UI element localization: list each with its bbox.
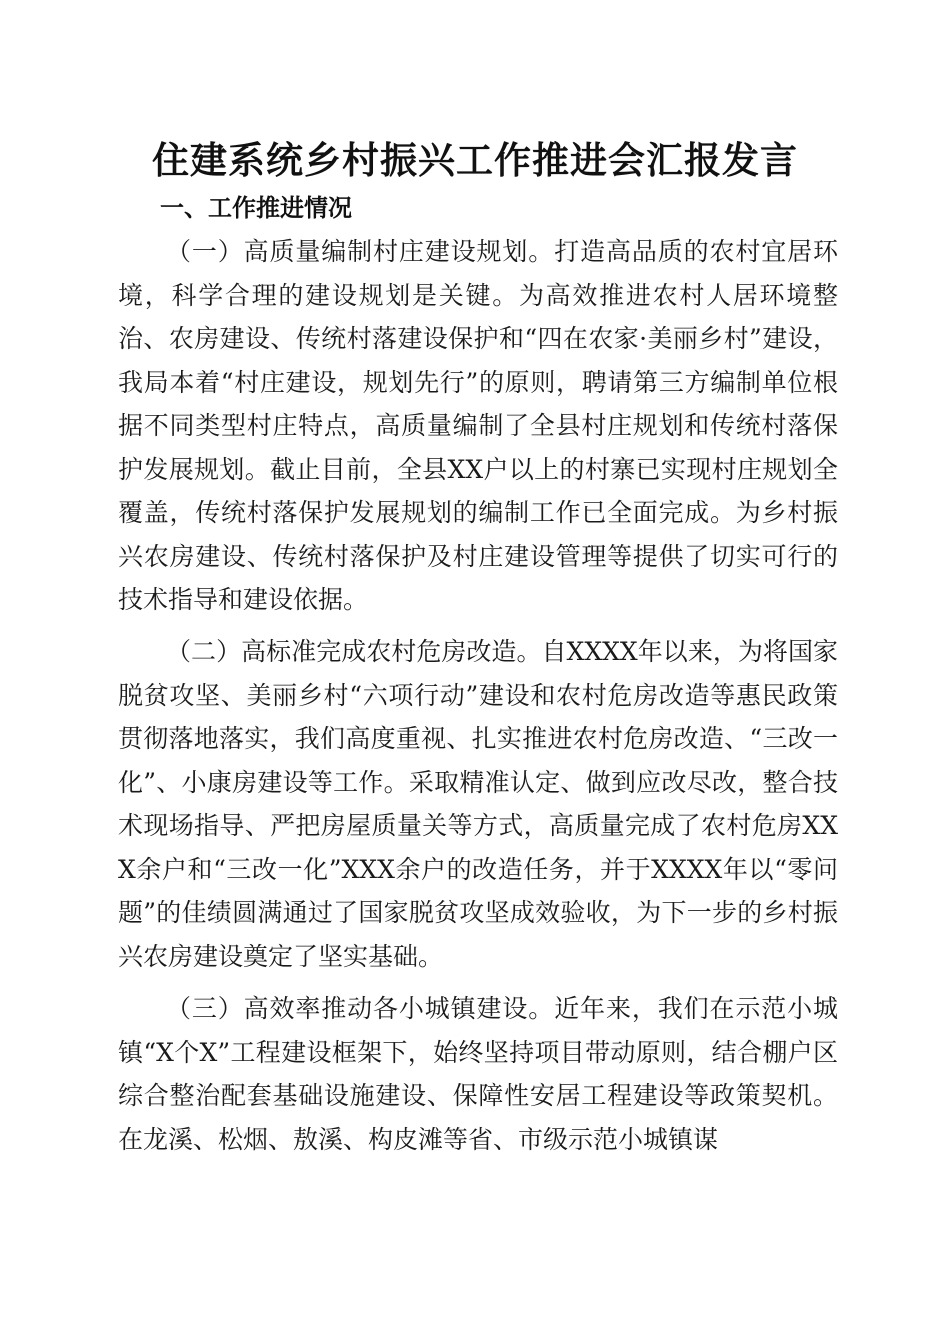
paragraph (118, 230, 838, 622)
section-heading: 一、工作推进情况 (160, 194, 352, 222)
paragraph-lead: （一）高质量编制村庄建设规划。 (166, 237, 555, 266)
document-title: 住建系统乡村振兴工作推进会汇报发言 (152, 138, 798, 182)
paragraph-body: 打造高品质的农村宜居环境，科学合理的建设规划是关键。为高效推进农村人居环境整治、农房建设、传统村落建设保护和“四在农家·美丽乡村”建设，我局本着“村庄建设，规划先行”的原则，聘请第三方编制单位根据不同类型村庄特点，高质量编制了全县村庄规划和传统村落保护发展规划。截止目前，全县XX户以上的村寨已实现村庄规划全覆盖，传统村落保护发展规划的编制工作已全面完成。为乡村振兴农房建设、传统村落保护及村庄建设管理等提供了切实可行的技术指导和建设依据。 (118, 237, 838, 614)
paragraph-body: 近年来，我们在示范小城镇“X个X”工程建设框架下，始终坚持项目带动原则，结合棚户区综合整治配套基础设施建设、保障性安居工程建设等政策契机。在龙溪、松烟、敖溪、构皮滩等省、市级示范小城镇谋 (118, 994, 838, 1154)
paragraph-lead: （三）高效率推动各小城镇建设。 (166, 994, 555, 1023)
paragraph (118, 987, 838, 1161)
paragraph-lead: （二）高标准完成农村危房改造。 (166, 637, 542, 666)
paragraph-body: 自XXXX年以来，为将国家脱贫攻坚、美丽乡村“六项行动”建设和农村危房改造等惠民政策贯彻落地落实，我们高度重视、扎实推进农村危房改造、“三改一化”、小康房建设等工作。采取精准认定、做到应改尽改，整合技术现场指导、严把房屋质量关等方式，高质量完成了农村危房XXX余户和“三改一化”XXX余户的改造任务，并于XXXX年以“零问题”的佳绩圆满通过了国家脱贫攻坚成效验收，为下一步的乡村振兴农房建设奠定了坚实基础。 (118, 637, 838, 971)
paragraph (118, 630, 838, 978)
